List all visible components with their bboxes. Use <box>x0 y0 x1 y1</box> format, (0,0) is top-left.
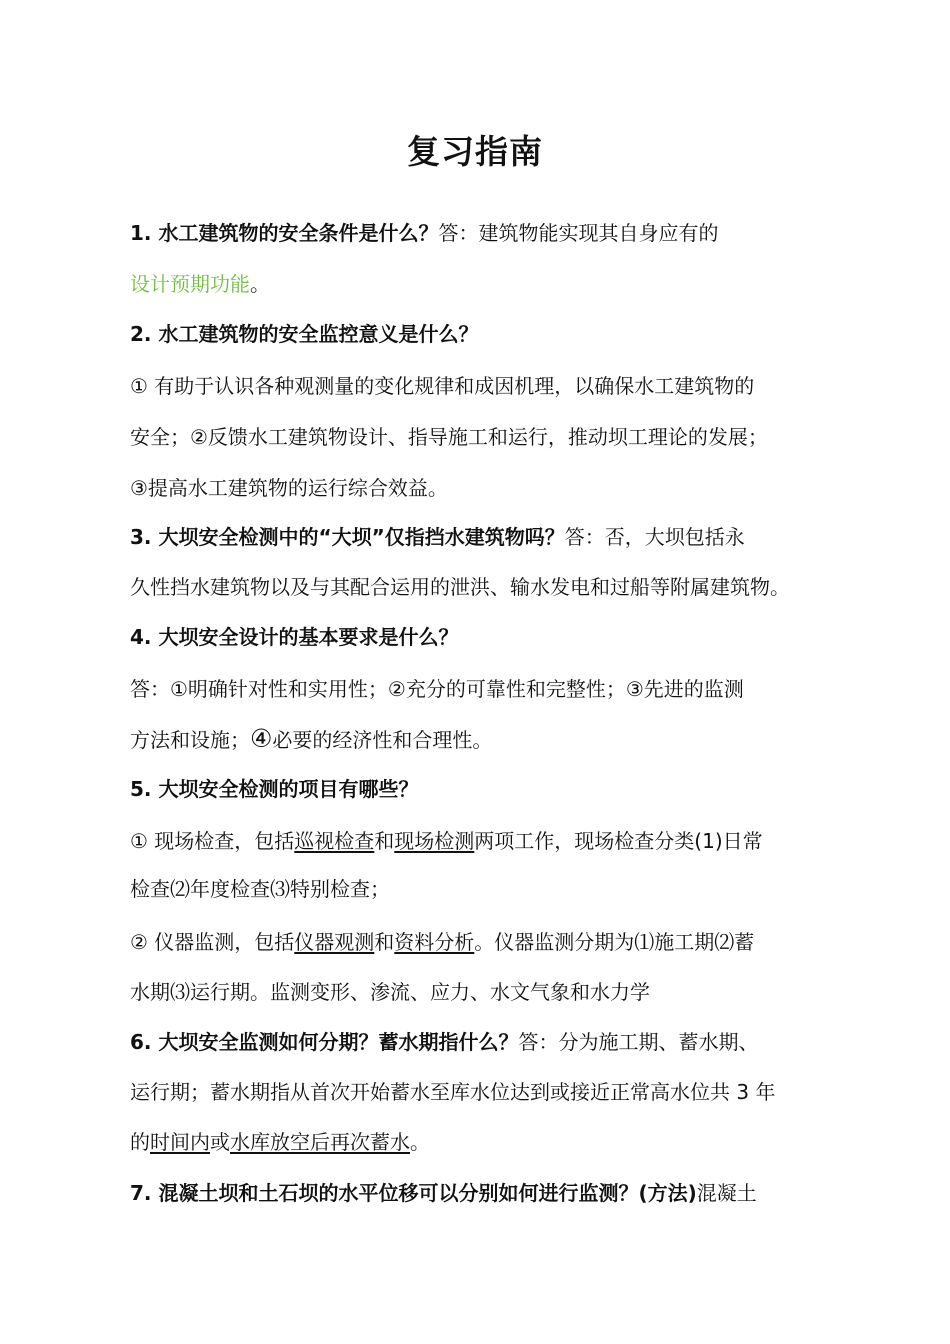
q5-point-2-line-1 <box>130 927 754 957</box>
q5-p1-underlined-2: 现场检测 <box>394 829 475 853</box>
q2-question: 水工建筑物的安全监控意义是什么？ <box>158 322 479 346</box>
q1-answer-prefix: 答：建筑物能实现其自身应有的 <box>438 221 719 245</box>
q4-line-1 <box>130 622 458 652</box>
q5-p2-c: 。仪器监测分期为⑴施工期⑵蓄 <box>474 930 755 954</box>
q4-answer-line-1: 答：①明确针对性和实用性；②充分的可靠性和完整性；③先进的监测 <box>130 677 744 701</box>
q5-point-1-line-2: 检查⑵年度检查⑶特别检查； <box>130 877 390 901</box>
q5-point-1-line-1 <box>130 826 763 856</box>
q3-line-1 <box>130 522 745 552</box>
q2-answer-line-1: ① 有助于认识各种观测量的变化规律和成因机理，以确保水工建筑物的 <box>130 374 755 398</box>
q1-line-2 <box>130 269 270 299</box>
q1-line-1 <box>130 218 718 248</box>
q6-l3-c: 。 <box>410 1130 430 1154</box>
q5-number: 5. <box>130 777 159 801</box>
q6-underlined-2: 水库放空后再次蓄水 <box>230 1130 410 1154</box>
q2-answer-line-3: ③提高水工建筑物的运行综合效益。 <box>130 476 448 500</box>
q6-question: 大坝安全监测如何分期？蓄水期指什么？ <box>158 1030 519 1054</box>
q2-number: 2. <box>130 322 159 346</box>
q5-p1-a: ① 现场检查，包括 <box>130 829 295 853</box>
q4-circled-four: ④ <box>250 724 273 753</box>
q5-p2-a: ② 仪器监测，包括 <box>130 930 295 954</box>
q4-l2-b: 必要的经济性和合理性。 <box>272 728 493 752</box>
q5-p2-b: 和 <box>374 930 395 954</box>
q5-point-2-line-2: 水期⑶运行期。监测变形、渗流、应力、水文气象和水力学 <box>130 980 650 1004</box>
q3-answer-2: 久性挡水建筑物以及与其配合运用的泄洪、输水发电和过船等附属建筑物。 <box>130 575 790 599</box>
q7-number: 7. <box>130 1181 159 1205</box>
q6-answer-1: 答：分为施工期、蓄水期、 <box>518 1030 759 1054</box>
q2-line-1 <box>130 319 478 349</box>
q5-p2-underlined-1: 仪器观测 <box>294 930 375 954</box>
q1-answer-highlight: 设计预期功能 <box>130 272 250 296</box>
q3-question: 大坝安全检测中的“大坝”仅指挡水建筑物吗？ <box>158 525 565 549</box>
q5-p1-b: 和 <box>374 829 395 853</box>
q5-line-1 <box>130 774 418 804</box>
q1-answer-end: 。 <box>250 272 270 296</box>
q4-question: 大坝安全设计的基本要求是什么？ <box>158 625 459 649</box>
q5-question: 大坝安全检测的项目有哪些？ <box>158 777 419 801</box>
q6-underlined-1: 时间内 <box>150 1130 210 1154</box>
page-title: 复习指南 <box>407 132 543 171</box>
q4-answer-line-2 <box>130 724 492 755</box>
q1-number: 1. <box>130 221 159 245</box>
q2-answer-line-2: 安全；②反馈水工建筑物设计、指导施工和运行，推动坝工理论的发展； <box>130 425 768 449</box>
q5-p2-underlined-2: 资料分析 <box>394 930 475 954</box>
q6-number: 6. <box>130 1030 159 1054</box>
q6-answer-2: 运行期；蓄水期指从首次开始蓄水至库水位达到或接近正常高水位共 3 年 <box>130 1080 776 1104</box>
q7-answer-1: 混凝土 <box>696 1181 757 1205</box>
q3-number: 3. <box>130 525 159 549</box>
q6-line-1 <box>130 1027 758 1057</box>
q4-l2-a: 方法和设施； <box>130 728 250 752</box>
q7-line-1 <box>130 1178 757 1208</box>
q1-question: 水工建筑物的安全条件是什么？ <box>158 221 439 245</box>
q5-p1-underlined-1: 巡视检查 <box>294 829 375 853</box>
q6-answer-line-3 <box>130 1127 430 1157</box>
q6-l3-a: 的 <box>130 1130 150 1154</box>
q3-answer-1: 答：否，大坝包括永 <box>564 525 745 549</box>
q7-question: 混凝土坝和土石坝的水平位移可以分别如何进行监测？(方法) <box>158 1181 697 1205</box>
q4-number: 4. <box>130 625 159 649</box>
q5-p1-c: 两项工作，现场检查分类(1)日常 <box>474 829 763 853</box>
q6-l3-b: 或 <box>210 1130 230 1154</box>
